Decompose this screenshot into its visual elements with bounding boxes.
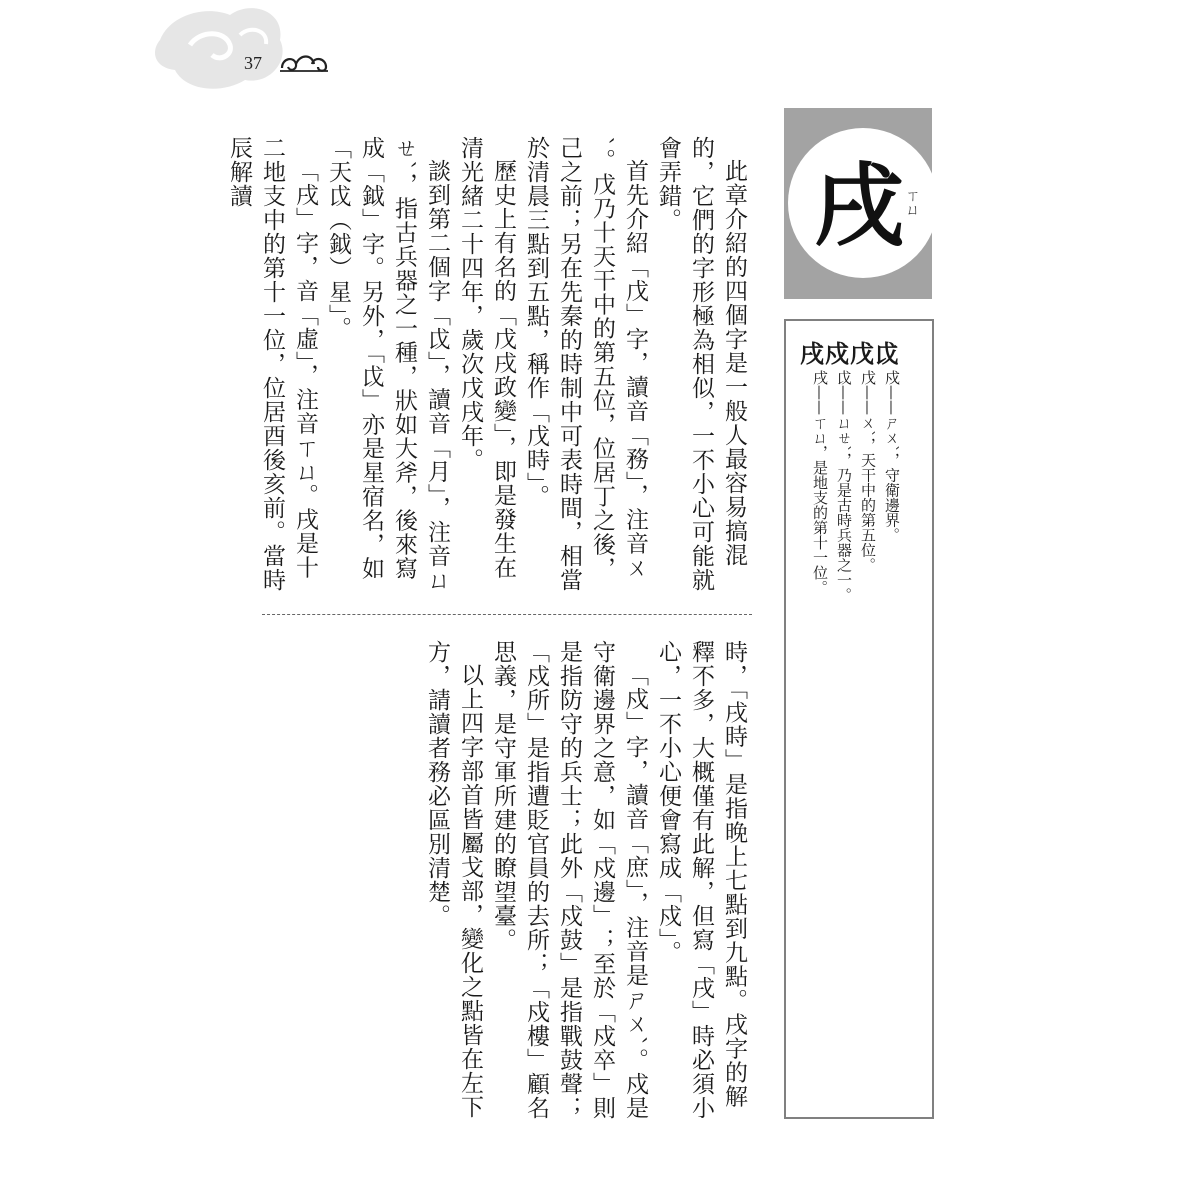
upper-text-block: [226, 136, 750, 596]
paragraph: 首先介紹「戊」字，讀音「務」，注音ㄨˋ。戊乃十天干中的第五位，位居丁之後，己之前；另在先秦的時制中可表時間，相當於清晨三點到五點，稱作「戊時」。: [523, 136, 648, 592]
paragraph: 歷史上有名的「戊戌政變」，即是發生在清光緒二十四年，歲次戊戌年。: [457, 136, 516, 580]
paragraph: 談到第二個字「戉」，讀音「月」，注音ㄩㄝˋ，指古兵器之一種，狀如大斧，後來寫成「鉞」字。另外，「戉」亦是星宿名，如「天戉（鉞）星」。: [325, 136, 450, 592]
lower-text-block: [410, 640, 750, 1130]
paragraph: 「戌」字，音「虛」，注音ㄒㄩ。戌是十二地支中的第十一位，位居酉後亥前。當時辰解讀: [226, 136, 318, 592]
title-character: 戌: [814, 154, 904, 259]
sidebar-header: 戌戍戊戉: [800, 340, 900, 368]
section-divider: [262, 614, 752, 615]
sidebar-entry: 戊——ㄨˋ，天干中的第五位。: [859, 370, 877, 573]
paragraph: 此章介紹的四個字是一般人最容易搞混的，它們的字形極為相似，一不小心可能就會弄錯。: [655, 136, 747, 592]
paragraph: 以上四字部首皆屬戈部，變化之點皆在左下方，請讀者務必區別清楚。: [424, 640, 483, 1119]
cloud-icon: [150, 0, 290, 90]
sidebar-entry: 戌——ㄒㄩ，是地支的第十一位。: [811, 370, 829, 595]
sidebar-entry: 戉——ㄩㄝˋ，乃是古時兵器之一。: [835, 370, 853, 603]
paragraph: 時，「戌時」是指晚上七點到九點。戌字的解釋不多，大概僅有此解，但寫「戌」時必須小心，一不小心便會寫成「戍」。: [655, 640, 747, 1120]
sidebar-entries: [808, 370, 904, 690]
title-zhuyin: ㄒㄩ: [904, 188, 920, 216]
paragraph: 「戍」字，讀音「庶」，注音是ㄕㄨˋ。戍是守衛邊界之意，如「戍邊」；至於「戍卒」則是指防守的兵士；此外「戍鼓」是指戰鼓聲；「戍所」是指遭貶官員的去所；「戍樓」顧名思義，是守軍所建的瞭望臺。: [490, 640, 648, 1120]
page-number: 37: [244, 53, 262, 73]
ornament-icon: [278, 50, 330, 76]
sidebar-entry: 戍——ㄕㄨˋ，守衛邊界。: [883, 370, 901, 543]
